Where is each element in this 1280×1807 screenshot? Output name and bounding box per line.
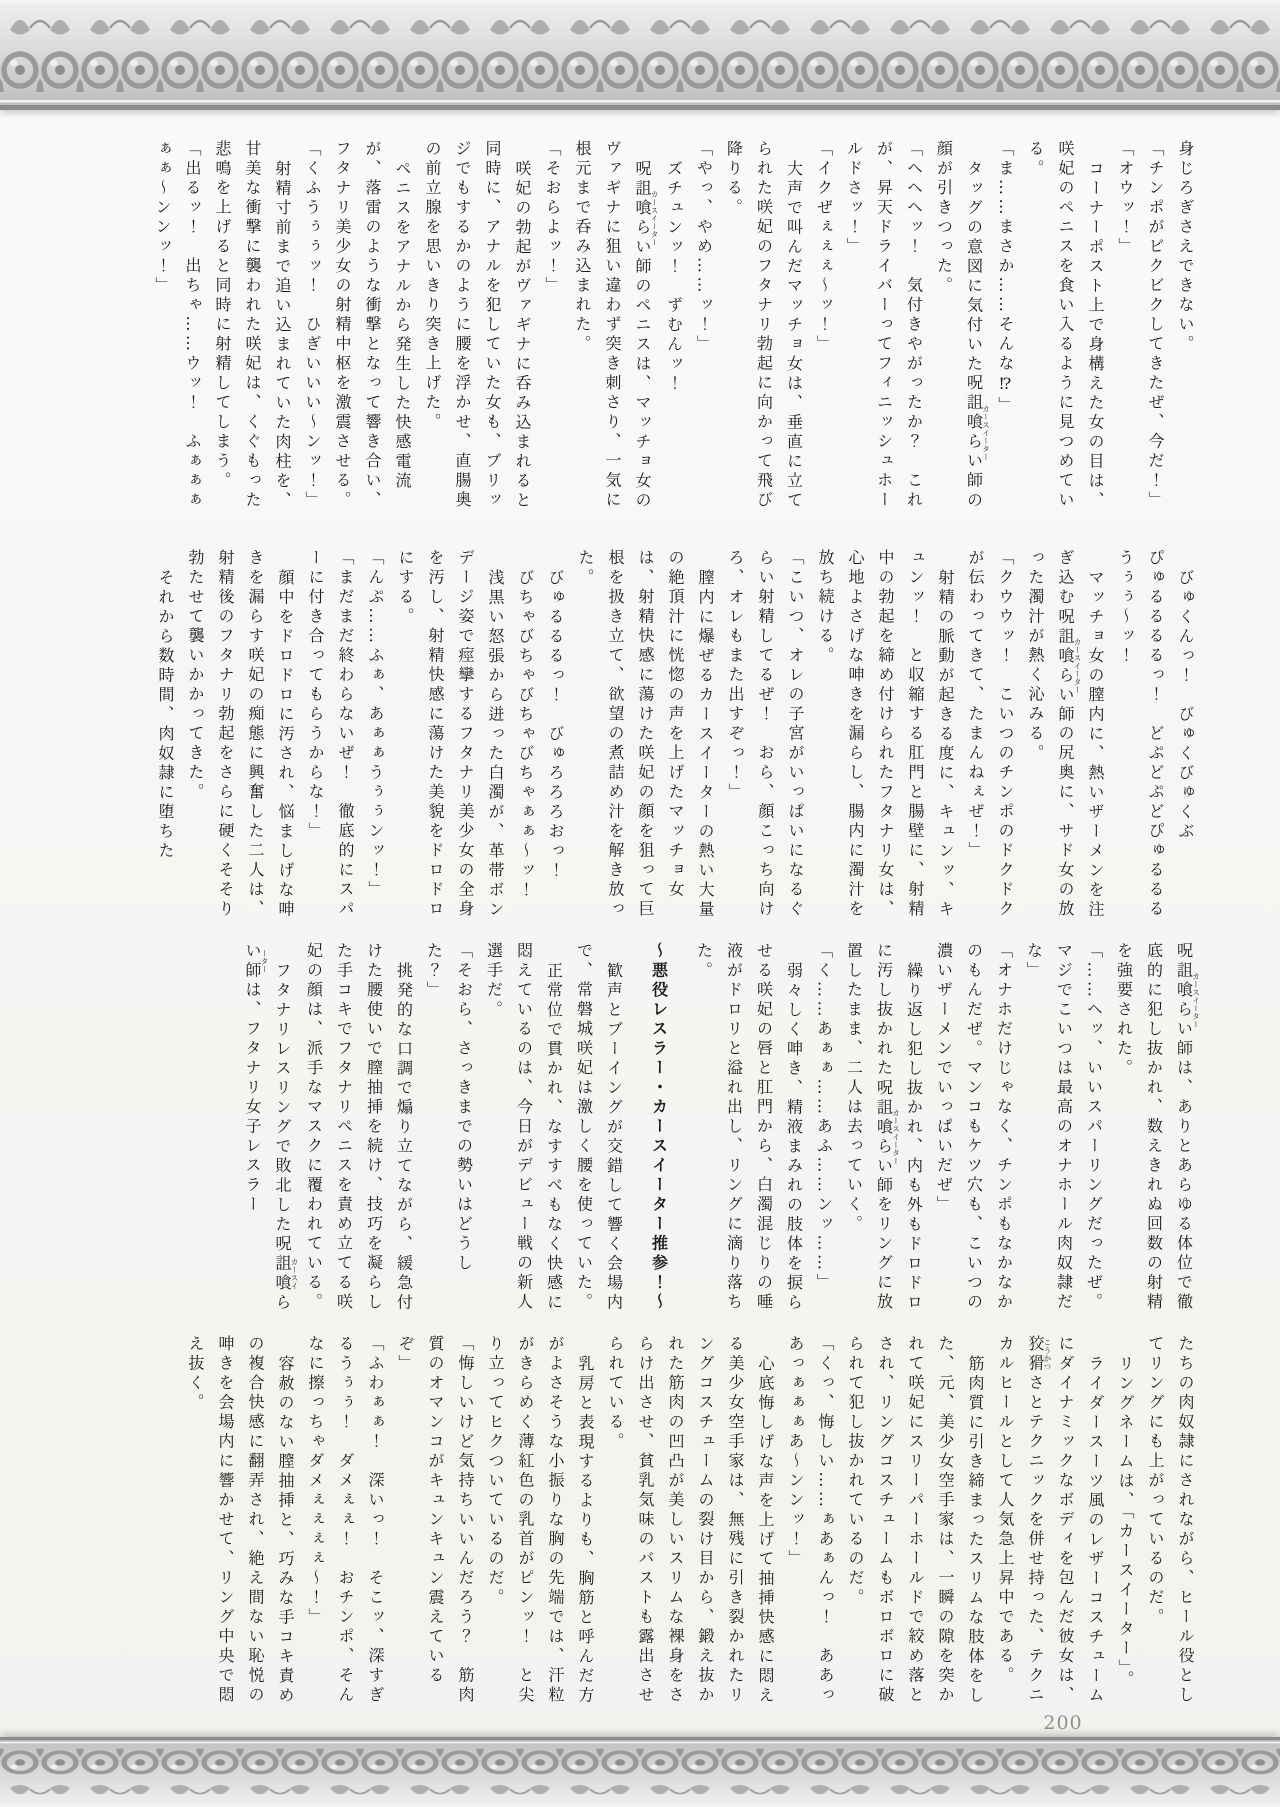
text-band-1: [135, 140, 1200, 511]
ruby-annotation: 狡猾こうかつ: [1026, 1335, 1052, 1374]
paragraph: 身じろぎさえできない。: [1176, 140, 1195, 355]
paragraph: 「く……あぁぁ……あふ……ンッ……」: [814, 942, 834, 1293]
paragraph: 「ふわぁぁ！ 深いっ！ そこッ、深すぎるうぅぅ！ ダメぇぇ！ おチンポ、そんなに擦っちゃダメぇぇぇぇ～！」: [306, 1335, 385, 1706]
paragraph: 呪詛喰らい師カースイーターのペニスは、マッチョ女のヴァギナに狙い違わず突き刺さり、一気に根元まで呑み込まれた。: [573, 140, 659, 511]
paragraph: びゅるるるっ！ びゅろろろおっ！: [546, 568, 565, 881]
paragraph: タッグの意図に気付いた呪詛喰らい師カースイーターの顔が引きつった。: [934, 140, 991, 511]
paragraph: フタナリレスリングで敗北した呪詛喰らい師カースイーターは、フタナリ女子レスラー: [243, 942, 299, 1313]
paragraph: 繰り返し犯し抜かれ、内も外もドロドロに汚し抜かれた呪詛喰らい師カースイーターをリングに放置したまま、二人は去っていく。: [844, 942, 924, 1313]
paragraph: 「まだまだ終わらないぜ！ 徹底的にスパーに付き合ってもらうからな！」: [306, 549, 355, 920]
paragraph: ペニスをアナルから発生した快感電流が、落雷のような衝撃となって響き合い、フタナリ美少女の射精中枢を激震させる。: [333, 140, 412, 511]
section-heading: ～悪役レスラー・カースイーター推参！～: [649, 942, 669, 1313]
paragraph: 「オナホだけじゃなく、チンポもなかなかのもんだぜ。マンコもケツ穴も、こいつの濃いザーメンでいっぱいだぜ」: [934, 942, 1014, 1313]
paragraph: コーナーポスト上で身構えた女の目は、咲妃のペニスを食い入るように見つめている。: [1026, 140, 1105, 511]
paragraph: ライダースーツ風のレザーコスチュームにダイナミックなボディを包んだ彼女は、狡猾こうかつさとテクニックを併せ持った、テクニカルヒールとして人気急上昇中である。: [996, 1335, 1105, 1706]
paragraph: ぴゅるるるるっ！ どぷどぷどぴゅるるるうぅぅ～ッ！: [1116, 549, 1165, 920]
paragraph: びゅくんっ！ びゅくびゅくぶ: [1176, 568, 1195, 842]
paragraph: 「悔しいけど気持ちいいんだろう？ 筋肉質のオマンコがキュンキュン震えているぞ」: [396, 1335, 475, 1706]
paragraph: 「クウウッ！ こいつのチンポのドクドクが伝わってきて、たまんねぇぜ！」: [966, 549, 1015, 920]
paragraph: 挑発的な口調で煽り立てながら、緩急付けた腰使いで膣抽挿を続け、技巧を凝らした手コキでフタナリペニスを責め立てる咲妃の顔は、派手なマスクに覆われている。: [304, 942, 414, 1313]
text-band-4: [135, 1335, 1200, 1706]
paragraph: 正常位で貫かれ、なすすべもなく快感に悶えているのは、今日がデビュー戦の新人選手だ。: [484, 942, 564, 1313]
ruby-annotation: 呪詛喰らい師カースイーター: [1174, 942, 1200, 1059]
paragraph: 「イクぜぇぇぇ～ッ！」: [814, 140, 834, 355]
paragraph: 膣内に爆ぜるカースイーターの熱い大量の絶頂汁に恍惚の声を上げたマッチョ女は、射精快感に蕩けた咲妃の顔を狙って巨根を扱き立て、欲望の煮詰め汁を解き放った。: [576, 549, 715, 920]
paragraph: 「そおらよッ！」: [543, 140, 562, 296]
paragraph: 「オウッ！」: [1116, 140, 1135, 257]
paragraph: 浅黒い怒張から迸った白濁が、革帯ボンデージ姿で痙攣するフタナリ美少女の全身を汚し、射精快感に蕩けた美貌をドロドロにする。: [396, 549, 505, 920]
paragraph: 「……ヘッ、いいスパーリングだったぜ。マジでこいつは最高のオナホール肉奴隷だな」: [1024, 942, 1104, 1313]
paragraph: 「こいつ、オレの子宮がいっぱいになるぐらい射精してるぜ！ おら、顔こっち向けろ、オレもまた出すぞっ！」: [726, 549, 805, 920]
paragraph: たちの肉奴隷にされながら、ヒール役としてリングにも上がっているのだ。: [1146, 1335, 1195, 1706]
paragraph: 顔中をドロドロに汚され、悩ましげな呻きを漏らす咲妃の痴態に興奮した二人は、射精後のフタナリ勃起をさらに硬くそそり勃たせて襲いかかってきた。: [186, 549, 295, 920]
text-band-3: [135, 942, 1200, 1313]
paragraph: 射精寸前まで追い込まれていた肉柱を、甘美な衝撃に襲われた咲妃は、くぐもった悲鳴を上げると同時に射精してしまう。: [213, 140, 292, 511]
paragraph: 心底悔しげな声を上げて抽挿快感に悶える美少女空手家は、無残に引き裂かれたリングコスチュームの裂け目から、鍛え抜かれた筋肉の凹凸が美しいスリムな裸身をさらけ出させ、貧乳気味のバストも露出させられている。: [606, 1335, 775, 1706]
paragraph: 「やっ、やめ……ッ！」: [694, 140, 714, 355]
paragraph: それから数時間、肉奴隷に堕ちた: [156, 568, 175, 861]
ornamental-border-bottom: [0, 1737, 1280, 1807]
page-number: 200: [1043, 1712, 1083, 1734]
text-content: [135, 140, 1200, 1706]
ruby-annotation: 呪詛喰らい師カースイーター: [874, 1078, 901, 1196]
paragraph: 「んぷ……ふぁ、あぁぁうぅぅンッ！」: [366, 549, 385, 900]
ruby-annotation: 呪詛喰らい師カースイーター: [633, 159, 659, 277]
paragraph: 乳房と表現するよりも、胸筋と呼んだ方がよさそうな小振りな胸の先端では、汗粒がきらめく薄紅色の乳首がピンッ！ と尖り立ってヒクついているのだ。: [486, 1335, 595, 1706]
paragraph: 筋肉質に引き締まったスリムな肢体をした、元、美少女空手家は、一瞬の隙を突かれて咲妃にスリーパーホールドで絞め落とされ、リングコスチュームもボロボロに破られて犯し抜かれているのだ。: [846, 1335, 985, 1706]
paragraph: 歓声とブーイングが交錯して響く会場内で、常磐城咲妃は激しく腰を使っていた。: [574, 942, 624, 1313]
ruby-annotation: 呪詛喰らい師カースイーター: [243, 942, 299, 1313]
paragraph: ズチュンッ！ ずむんッ！: [664, 159, 684, 394]
paragraph: 「チンポがビクビクしてきたぜ、今だ！」: [1146, 140, 1165, 511]
ruby-annotation: 呪詛喰らい師カースイーター: [964, 374, 991, 491]
paragraph: 「くふうぅぅッ！ ひぎいいい～ンッ！」: [303, 140, 322, 511]
paragraph: 咲妃の勃起がヴァギナに呑み込まれると同時に、アナルを犯していた女も、ブリッジでもするかのように腰を浮かせ、直腸奥の前立腺を思いきり突き上げた。: [423, 140, 532, 511]
paragraph: リングネームは、「カースイーター」。: [1116, 1354, 1135, 1690]
paragraph: 「ヘヘヘッ！ 気付きやがったか？ これが、昇天ドライバーってフィニッシュホールドさッ！」: [844, 140, 924, 511]
paragraph: マッチョ女の膣内に、熱いザーメンを注ぎ込む呪詛喰らい師カースイーターの尻奥に、サド女の放った濁汁が熱く沁みる。: [1026, 549, 1105, 920]
paragraph: 「ま……まさか……そんな⁉」: [996, 140, 1015, 416]
paragraph: 容赦のない膣抽挿と、巧みな手コキ責めの複合快感に翻弄され、絶え間ない恥悦の呻きを会場内に響かせて、リング中央で悶え抜く。: [186, 1335, 295, 1706]
paragraph: びちゃびちゃびちゃびちゃぁぁ～ッ！: [516, 568, 535, 900]
ruby-annotation: 呪詛喰らい師カースイーター: [1056, 607, 1082, 725]
text-band-2: [135, 549, 1200, 920]
paragraph: 弱々しく呻き、精液まみれの肢体を捩らせる咲妃の唇と肛門から、白濁混じりの唾液がドロリと溢れ出し、リングに滴り落ちた。: [694, 942, 804, 1313]
paragraph: 呪詛喰らい師カースイーターは、ありとあらゆる体位で徹底的に犯し抜かれ、数えきれぬ回数の射精を強要された。: [1114, 942, 1200, 1313]
paragraph: 射精の脈動が起きる度に、キュンッ、キュンッ！ と収縮する肛門と腸壁に、射精中の勃起を締め付けられたフタナリ女は、心地よさげな呻きを漏らし、腸内に濁汁を放ち続ける。: [816, 549, 955, 920]
paragraph: 「出るッ！ 出ちゃ……ウッ！ ふぁぁぁぁぁ～ンンッ！」: [153, 140, 202, 511]
paragraph: 「そおら、さっきまでの勢いはどうした？」: [424, 942, 474, 1274]
paragraph: 大声で叫んだマッチョ女は、垂直に立てられた咲妃のフタナリ勃起に向かって飛び降りる。: [724, 140, 804, 511]
ornamental-border-top: [0, 0, 1280, 110]
paragraph: 「くっ、悔しい……ぁあぁんっ！ ああっあっぁぁぁあ～ンンッ！」: [786, 1335, 835, 1706]
